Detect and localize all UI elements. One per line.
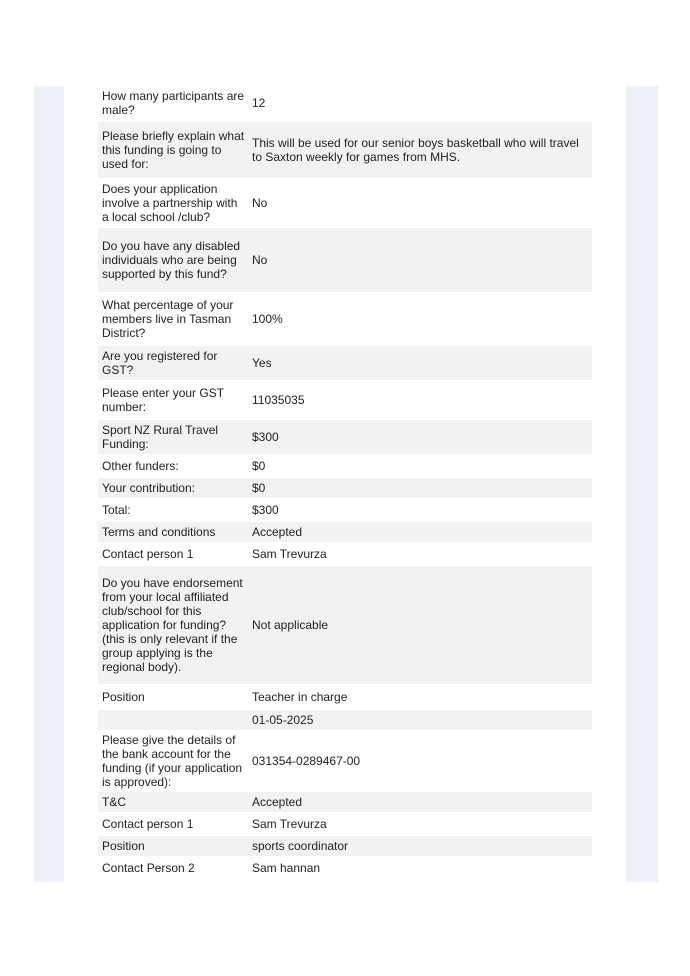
form-question: Other funders: [98, 456, 250, 476]
form-answer: 01-05-2025 [250, 710, 592, 730]
form-question: Total: [98, 500, 250, 520]
form-answer: This will be used for our senior boys basketball who will travel to Saxton weekly for games from MHS. [250, 122, 592, 178]
form-question: Are you registered for GST? [98, 346, 250, 380]
form-row [98, 732, 592, 790]
form-question: Position [98, 836, 250, 856]
form-table-body [98, 86, 592, 878]
form-question: Sport NZ Rural Travel Funding: [98, 420, 250, 454]
form-answer: No [250, 228, 592, 292]
form-answer: Sam hannan [250, 858, 592, 878]
form-question: Do you have endorsement from your local affiliated club/school for this application for funding? (this is only relevant if the group applying is the regional body). [98, 566, 250, 684]
form-answer: $0 [250, 456, 592, 476]
form-answer: Sam Trevurza [250, 544, 592, 564]
form-answer: Not applicable [250, 566, 592, 684]
form-question: Your contribution: [98, 478, 250, 498]
form-answer: $0 [250, 478, 592, 498]
form-row [98, 710, 592, 730]
form-question: Contact person 1 [98, 814, 250, 834]
form-row [98, 814, 592, 834]
form-question: Position [98, 686, 250, 708]
form-question: Terms and conditions [98, 522, 250, 542]
form-question: Contact person 1 [98, 544, 250, 564]
form-question: Please give the details of the bank account for the funding (if your application is approved): [98, 732, 250, 790]
form-question [98, 710, 250, 730]
form-answer: Sam Trevurza [250, 814, 592, 834]
form-answer: 12 [250, 86, 592, 120]
form-question: Does your application involve a partnership with a local school /club? [98, 180, 250, 226]
form-row [98, 456, 592, 476]
form-answer: 031354-0289467-00 [250, 732, 592, 790]
form-question: Contact Person 2 [98, 858, 250, 878]
form-question: Please briefly explain what this funding is going to used for: [98, 122, 250, 178]
form-answer: Accepted [250, 522, 592, 542]
form-row [98, 294, 592, 344]
form-answer: Yes [250, 346, 592, 380]
form-row [98, 836, 592, 856]
form-question: T&C [98, 792, 250, 812]
form-question: Do you have any disabled individuals who are being supported by this fund? [98, 228, 250, 292]
form-answer: Accepted [250, 792, 592, 812]
form-answer: 100% [250, 294, 592, 344]
form-question: Please enter your GST number: [98, 382, 250, 418]
form-row [98, 566, 592, 684]
form-row [98, 420, 592, 454]
form-answer: sports coordinator [250, 836, 592, 856]
form-answer: 11035035 [250, 382, 592, 418]
form-row [98, 686, 592, 708]
form-row [98, 122, 592, 178]
form-row [98, 792, 592, 812]
form-row [98, 382, 592, 418]
form-row [98, 500, 592, 520]
form-answer: Teacher in charge [250, 686, 592, 708]
form-row [98, 544, 592, 564]
form-row [98, 180, 592, 226]
form-answer: No [250, 180, 592, 226]
form-row [98, 86, 592, 120]
form-answer: $300 [250, 500, 592, 520]
form-row [98, 858, 592, 878]
form-row [98, 228, 592, 292]
form-question: How many participants are male? [98, 86, 250, 120]
form-row [98, 478, 592, 498]
form-question: What percentage of your members live in Tasman District? [98, 294, 250, 344]
form-row [98, 522, 592, 542]
form-answer: $300 [250, 420, 592, 454]
form-row [98, 346, 592, 380]
application-form-table [98, 84, 592, 880]
